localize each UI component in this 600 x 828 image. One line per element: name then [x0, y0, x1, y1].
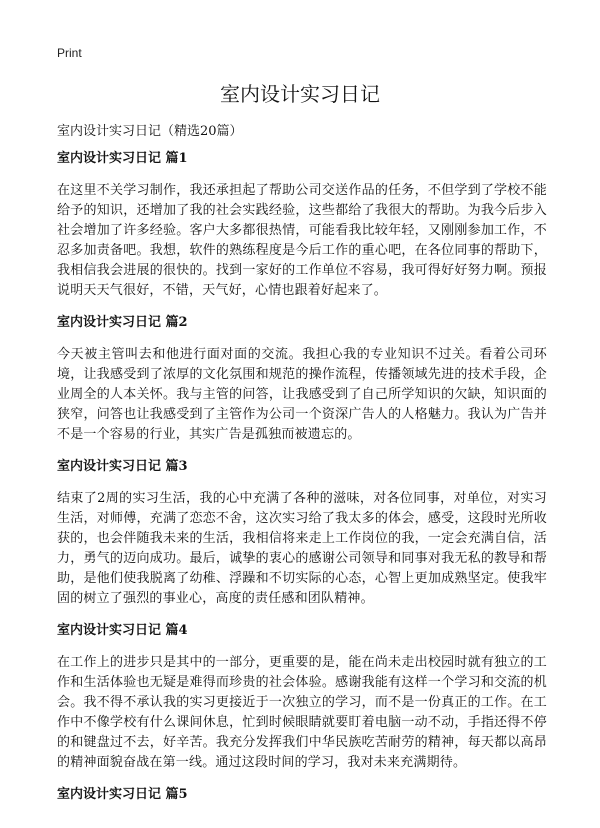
article-content — [57, 150, 547, 817]
entry-body: 在工作上的进步只是其中的一部分，更重要的是，能在尚未走出校园时就有独立的工作和生活体验也无疑是难得而珍贵的社会体验。感谢我能有这样一个学习和交流的机会。我不得不承认我的实习更接近于一次独立的学习，而不是一份真正的工作。在工作中不像学校有什么课间休息，忙到时候眼睛就要盯着电脑一动不动，手指还得不停的和键盘过不去，好辛苦。我充分发挥我们中华民族吃苦耐劳的精神，每天都以高昂的精神面貌奋战在第一线。通过这段时间的学习，我对未来充满期待。 — [57, 655, 547, 770]
diary-entry-1 — [57, 150, 547, 301]
entry-body: 结束了2周的实习生活，我的心中充满了各种的滋味，对各位同事，对单位，对实习生活，对师傅，充满了恋恋不舍，这次实习给了我太多的体会，感受，这段时光所收获的，也会伴随我未来的生活，我相信将来走上工作岗位的我，一定会充满自信，活力，勇气的迈向成功。最后，诚挚的衷心的感谢公司领导和同事对我无私的教导和帮助，是他们使我脱离了幼稚、浮躁和不切实际的心态，心智上更加成熟坚定。使我牢固的树立了强烈的事业心，高度的责任感和团队精神。 — [57, 491, 547, 606]
entry-heading: 室内设计实习日记 篇3 — [57, 459, 188, 474]
diary-entry-5 — [57, 786, 547, 804]
entry-heading: 室内设计实习日记 篇1 — [57, 151, 188, 166]
entry-heading: 室内设计实习日记 篇4 — [57, 623, 188, 638]
entry-heading: 室内设计实习日记 篇2 — [57, 315, 188, 330]
print-label: Print — [57, 46, 82, 60]
diary-entry-4 — [57, 622, 547, 773]
entry-body: 在这里不关学习制作，我还承担起了帮助公司交送作品的任务，不但学到了学校不能给予的知识，还增加了我的社会实践经验，这些都给了我很大的帮助。为我今后步入社会增加了许多经验。客户大多都很热情，可能看我比较年轻，又刚刚参加工作，不忍多加责备吧。我想，软件的熟练程度是今后工作的重心吧，在各位同事的帮助下，我相信我会进展的很快的。找到一家好的工作单位不容易，我可得好好努力啊。预报说明天天气很好，不错，天气好，心情也跟着好起来了。 — [57, 183, 547, 298]
diary-entry-2 — [57, 314, 547, 445]
entry-heading: 室内设计实习日记 篇5 — [57, 787, 188, 802]
document-subtitle: 室内设计实习日记（精选20篇） — [57, 124, 243, 139]
entry-body: 今天被主管叫去和他进行面对面的交流。我担心我的专业知识不过关。看着公司环境，让我感受到了浓厚的文化氛围和规范的操作流程，传播领域先进的技术手段，企业周全的人本关怀。我与主管的问答，让我感受到了自己所学知识的欠缺，知识面的狭窄，问答也让我感受到了主管作为公司一个资深广告人的人格魅力。我认为广告并不是一个容易的行业，其实广告是孤独而被遗忘的。 — [57, 347, 547, 442]
diary-entry-3 — [57, 458, 547, 609]
page-title: 室内设计实习日记 — [220, 82, 380, 106]
